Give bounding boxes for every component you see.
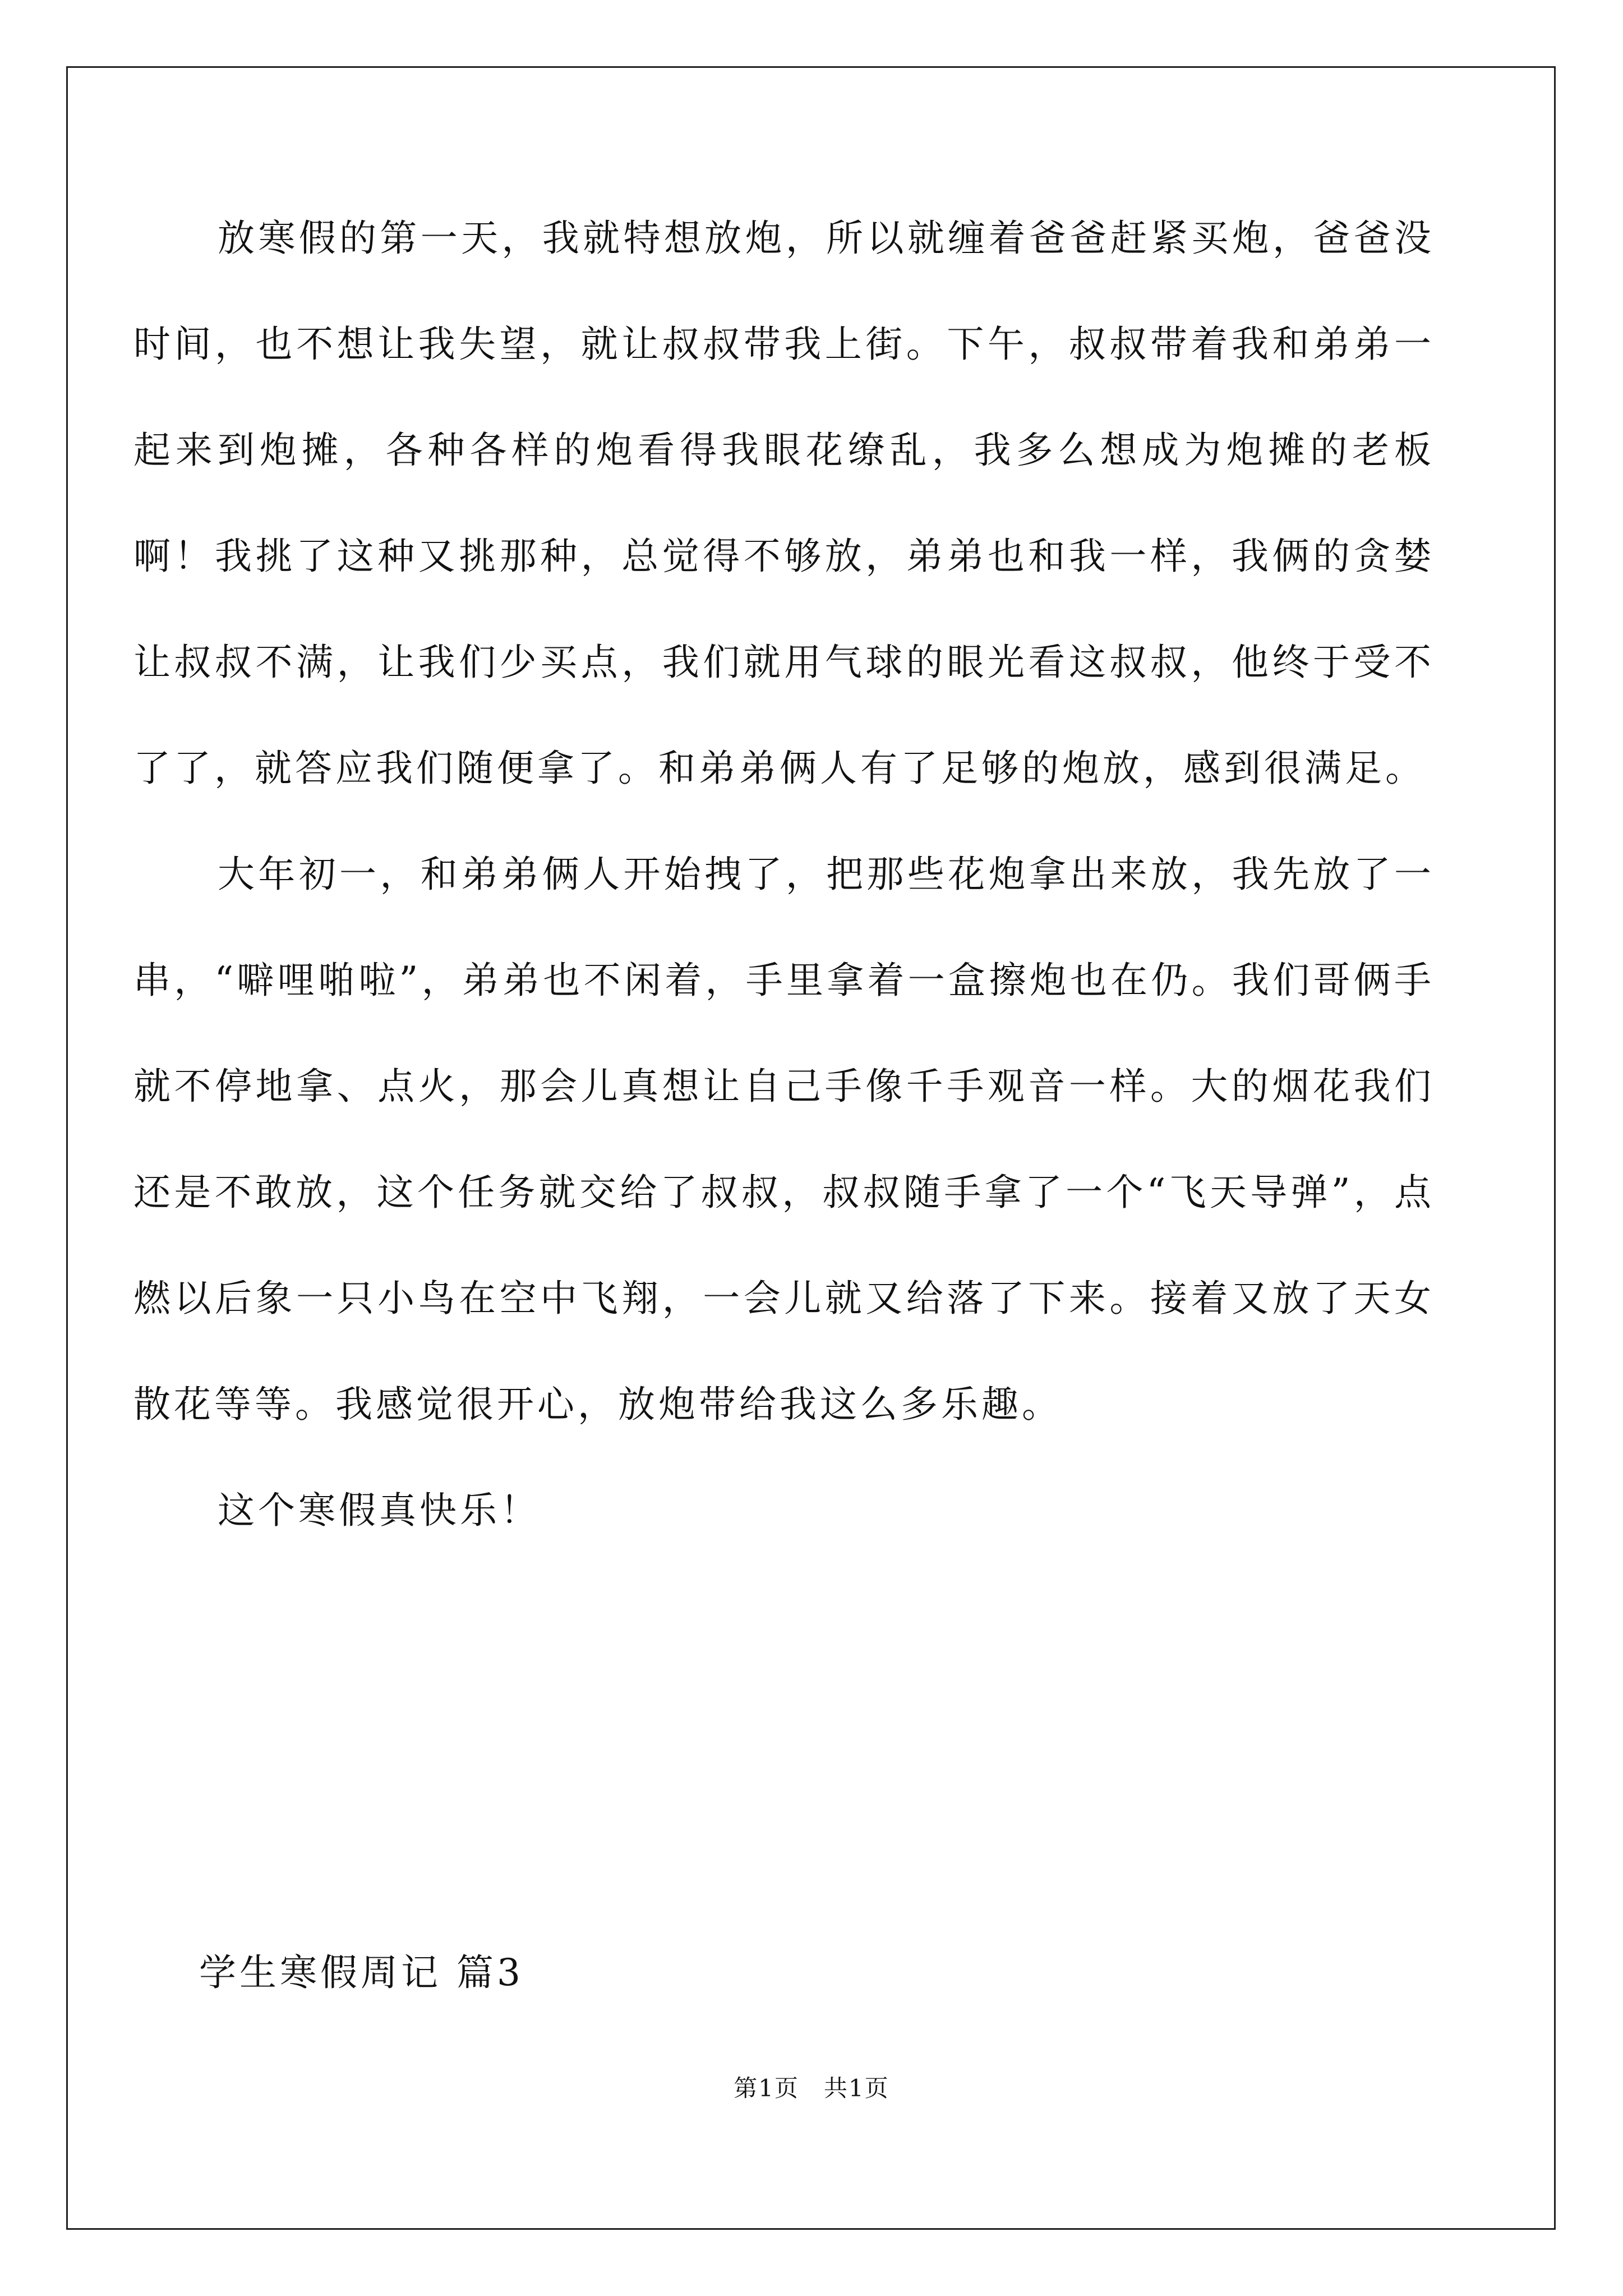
document-body [133, 185, 1435, 1563]
page-footer: 第1页 共1页 [734, 2074, 889, 2102]
paragraph-3: 这个寒假真快乐！ [218, 1489, 541, 1532]
section-heading: 学生寒假周记 篇3 [199, 1951, 524, 1994]
paragraph-2: 大年初一，和弟弟俩人开始拽了，把那些花炮拿出来放，我先放了一串，“噼哩啪啦”，弟弟也不闲着，手里拿着一盒擦炮也在仍。我们哥俩手就不停地拿、点火，那会儿真想让自己手像千手观音一样。大的烟花我们还是不敢放，这个任务就交给了叔叔，叔叔随手拿了一个“飞天导弹”，点燃以后象一只小鸟在空中飞翔，一会儿就又给落了下来。接着又放了天女散花等等。我感觉很开心，放炮带给我这么多乐趣。 [133, 853, 1435, 1426]
paragraph-1: 放寒假的第一天，我就特想放炮，所以就缠着爸爸赶紧买炮，爸爸没时间，也不想让我失望，就让叔叔带我上街。下午，叔叔带着我和弟弟一起来到炮摊，各种各样的炮看得我眼花缭乱，我多么想成为炮摊的老板啊！我挑了这种又挑那种，总觉得不够放，弟弟也和我一样，我俩的贪婪让叔叔不满，让我们少买点，我们就用气球的眼光看这叔叔，他终于受不了了，就答应我们随便拿了。和弟弟俩人有了足够的炮放，感到很满足。 [133, 217, 1435, 790]
